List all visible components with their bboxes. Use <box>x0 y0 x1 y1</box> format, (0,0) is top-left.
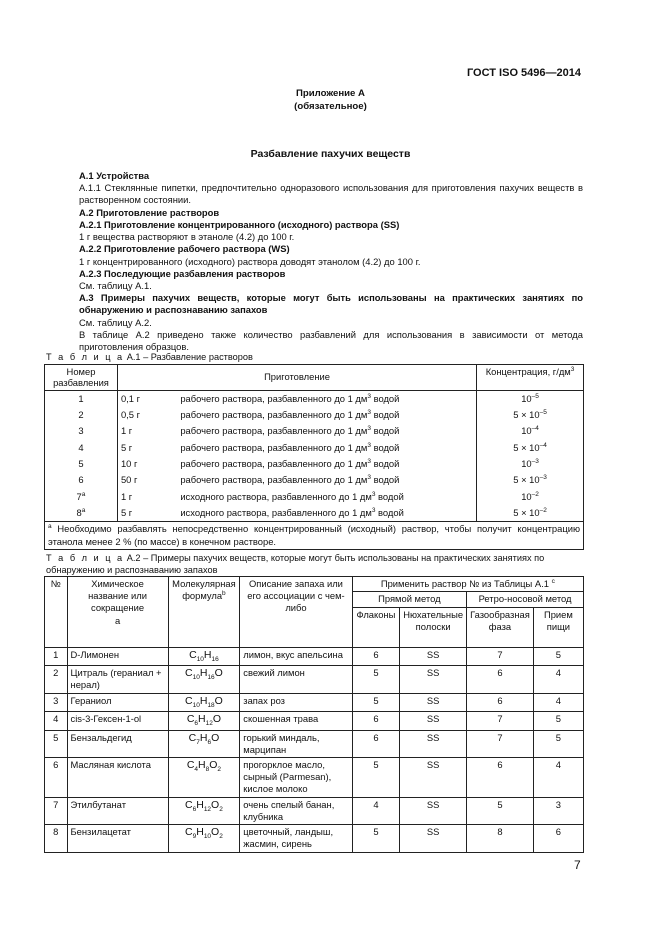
table2-caption <box>46 553 584 576</box>
t2-cell-flacons: 5 <box>352 825 400 852</box>
t2-header-direct: Прямой метод <box>352 592 466 607</box>
t2-cell-desc: свежий лимон <box>240 666 352 693</box>
t1-row <box>45 440 584 456</box>
t2-cell-num: 1 <box>45 647 68 666</box>
t2-header-name: Химическое название или сокращение а <box>67 577 168 648</box>
t1-footnote: $^a$ Необходимо разбавлять непосредственно концентрированный (исходный) раствор, чтобы получит концентрацию этанола менее 2 % (по массе) в конечном растворе. <box>45 522 584 550</box>
t1-cell-desc: рабочего раствора, разбавленного до 1 $дм^3$ водой <box>177 423 476 439</box>
t1-cell-amount: 1 г <box>117 489 177 505</box>
t1-cell-desc: рабочего раствора, разбавленного до 1 $дм^3$ водой <box>177 390 476 407</box>
t2-cell-gas: 7 <box>467 730 534 757</box>
t2-cell-num: 3 <box>45 693 68 712</box>
t2-header-strips: Нюхательные полоски <box>400 607 467 647</box>
t2-cell-desc: лимон, вкус апельсина <box>240 647 352 666</box>
t2-cell-desc: прогорклое масло, сырный (Parmesan), кислое молоко <box>240 758 352 798</box>
table-a1 <box>44 364 584 550</box>
t1-cell-number: 4 <box>45 440 118 456</box>
t2-cell-strips: SS <box>400 730 467 757</box>
t2-cell-flacons: 6 <box>352 712 400 731</box>
t2-cell-name: Гераниол <box>67 693 168 712</box>
t2-cell-flacons: 5 <box>352 666 400 693</box>
t2-cell-desc: горький миндаль, марципан <box>240 730 352 757</box>
t2-row <box>45 712 584 731</box>
t2-cell-desc: скошенная трава <box>240 712 352 731</box>
section-a3-text2: В таблице А.2 приведено также количество разбавлений для использования в зависимости от метода приготовления образцов. <box>79 328 583 353</box>
section-a2-3-text: См. таблицу А.1. <box>79 279 152 291</box>
t2-cell-flacons: 5 <box>352 758 400 798</box>
t2-cell-name: Бензилацетат <box>67 825 168 852</box>
t2-cell-name: D-Лимонен <box>67 647 168 666</box>
t2-row <box>45 730 584 757</box>
t1-cell-conc: $5 \times 10^{-5}$ <box>477 407 584 423</box>
t2-cell-formula: $C_{10}H_{16}$ <box>168 647 240 666</box>
t2-cell-formula: $C_9H_{10}O_2$ <box>168 825 240 852</box>
standard-code: ГОСТ ISO 5496—2014 <box>466 67 581 79</box>
section-a1-title: А.1 Устройства <box>79 170 150 181</box>
t1-cell-number: 8$^a$ <box>45 505 118 522</box>
t1-cell-number: 2 <box>45 407 118 423</box>
t2-cell-name: Бензальдегид <box>67 730 168 757</box>
t2-cell-formula: $C_4H_8O_2$ <box>168 758 240 798</box>
t1-cell-conc: $5 \times 10^{-2}$ <box>477 505 584 522</box>
t1-cell-conc: $10^{-2}$ <box>477 489 584 505</box>
t2-cell-num: 5 <box>45 730 68 757</box>
t2-cell-num: 8 <box>45 825 68 852</box>
t2-header-formula: Молекулярная формула$^b$ <box>168 577 240 648</box>
t2-cell-gas: 6 <box>467 758 534 798</box>
t1-row <box>45 489 584 505</box>
t2-cell-name: Масляная кислота <box>67 758 168 798</box>
t2-header-gas: Газообразная фаза <box>467 607 534 647</box>
t1-cell-desc: рабочего раствора, разбавленного до 1 $дм^3$ водой <box>177 456 476 472</box>
t2-cell-strips: SS <box>400 666 467 693</box>
t1-cell-amount: 5 г <box>117 505 177 522</box>
t2-cell-formula: $C_7H_6O$ <box>168 730 240 757</box>
section-a2-title: А.2 Приготовление растворов <box>79 206 220 218</box>
t1-cell-amount: 10 г <box>117 456 177 472</box>
t2-cell-formula: $C_{10}H_{18}O$ <box>168 693 240 712</box>
t2-cell-strips: SS <box>400 797 467 824</box>
t2-cell-num: 2 <box>45 666 68 693</box>
t2-row <box>45 693 584 712</box>
t2-header-food: Прием пищи <box>533 607 583 647</box>
table2-caption-rest: А.2 – Примеры пахучих веществ, которые могут быть использованы на практических занятиях по обнаружению и распознаванию запахов <box>46 553 545 575</box>
table1-caption-rest: А.1 – Разбавление растворов <box>126 352 253 362</box>
section-a3-title: А.3 Примеры пахучих веществ, которые могут быть использованы на практических занятиях по обнаружению и распознаванию запахов <box>79 292 583 316</box>
t2-cell-formula: $C_6H_{12}O$ <box>168 712 240 731</box>
t1-cell-amount: 0,1 г <box>117 390 177 407</box>
t1-cell-conc: $10^{-4}$ <box>477 423 584 439</box>
t1-header-prep: Приготовление <box>117 365 476 391</box>
t1-cell-amount: 50 г <box>117 472 177 488</box>
t2-cell-gas: 8 <box>467 825 534 852</box>
t1-cell-number: 1 <box>45 390 118 407</box>
t2-cell-num: 4 <box>45 712 68 731</box>
t2-cell-name: cis-3-Гексен-1-ol <box>67 712 168 731</box>
t1-row <box>45 423 584 439</box>
t2-cell-gas: 5 <box>467 797 534 824</box>
t1-row <box>45 390 584 407</box>
appendix-title: Приложение А <box>296 88 365 99</box>
t2-row <box>45 666 584 693</box>
t1-cell-number: 6 <box>45 472 118 488</box>
table1-caption-prefix: Т а б л и ц а <box>46 352 125 362</box>
t2-cell-food: 4 <box>533 693 583 712</box>
t2-cell-gas: 7 <box>467 712 534 731</box>
t2-cell-name: Цитраль (гераниал + нерал) <box>67 666 168 693</box>
section-a2-1-text: 1 г вещества растворяют в этаноле (4.2) до 100 г. <box>79 231 295 243</box>
t1-cell-amount: 1 г <box>117 423 177 439</box>
t2-cell-food: 4 <box>533 758 583 798</box>
main-title: Разбавление пахучих веществ <box>250 148 411 160</box>
t1-header-conc: Концентрация, $г/дм^3$ <box>477 365 584 391</box>
t2-cell-food: 3 <box>533 797 583 824</box>
t1-cell-desc: рабочего раствора, разбавленного до 1 $дм^3$ водой <box>177 440 476 456</box>
t2-cell-strips: SS <box>400 693 467 712</box>
t2-cell-flacons: 4 <box>352 797 400 824</box>
t1-cell-amount: 0,5 г <box>117 407 177 423</box>
table2-caption-prefix: Т а б л и ц а <box>46 553 125 563</box>
t2-cell-formula: $C_6H_{12}O_2$ <box>168 797 240 824</box>
t2-cell-flacons: 5 <box>352 693 400 712</box>
t1-cell-conc: $5 \times 10^{-4}$ <box>477 440 584 456</box>
t2-header-desc: Описание запаха или его ассоциации с чем-либо <box>240 577 352 648</box>
t1-cell-conc: $10^{-5}$ <box>477 390 584 407</box>
t2-cell-food: 5 <box>533 647 583 666</box>
t2-cell-desc: запах роз <box>240 693 352 712</box>
t2-header-num: № <box>45 577 68 648</box>
t1-row <box>45 407 584 423</box>
t2-cell-formula: $C_{10}H_{16}O$ <box>168 666 240 693</box>
t2-header-flacons: Флаконы <box>352 607 400 647</box>
section-a2-1-title: А.2.1 Приготовление концентрированного (исходного) раствора (SS) <box>79 218 400 230</box>
t1-cell-conc: $10^{-3}$ <box>477 456 584 472</box>
t2-cell-flacons: 6 <box>352 730 400 757</box>
t2-row <box>45 758 584 798</box>
t2-header-retro: Ретро-носовой метод <box>467 592 584 607</box>
t2-cell-strips: SS <box>400 758 467 798</box>
t1-cell-conc: $5 \times 10^{-3}$ <box>477 472 584 488</box>
t1-cell-number: 5 <box>45 456 118 472</box>
t2-cell-num: 7 <box>45 797 68 824</box>
t2-cell-food: 6 <box>533 825 583 852</box>
table1-caption <box>46 352 253 364</box>
t1-header-number: Номер разбавления <box>45 365 118 391</box>
t2-header-apply: Применить раствор № из Таблицы А.1 $^с$ <box>352 577 583 592</box>
t2-row <box>45 647 584 666</box>
t2-cell-strips: SS <box>400 647 467 666</box>
appendix-subtitle: (обязательное) <box>294 101 367 112</box>
t1-row <box>45 505 584 522</box>
t1-cell-number: 7$^a$ <box>45 489 118 505</box>
t2-cell-food: 4 <box>533 666 583 693</box>
body-text <box>79 168 583 353</box>
section-a2-2-text: 1 г концентрированного (исходного) раствора доводят этанолом (4.2) до 100 г. <box>79 255 421 267</box>
t2-row <box>45 825 584 852</box>
t1-cell-amount: 5 г <box>117 440 177 456</box>
t2-cell-gas: 6 <box>467 666 534 693</box>
t2-cell-strips: SS <box>400 712 467 731</box>
t2-cell-food: 5 <box>533 712 583 731</box>
t2-cell-strips: SS <box>400 825 467 852</box>
t1-cell-desc: рабочего раствора, разбавленного до 1 $дм^3$ водой <box>177 472 476 488</box>
t1-cell-number: 3 <box>45 423 118 439</box>
t2-cell-name: Этилбутанат <box>67 797 168 824</box>
t1-cell-desc: рабочего раствора, разбавленного до 1 $дм^3$ водой <box>177 407 476 423</box>
t1-row <box>45 456 584 472</box>
section-a2-3-title: А.2.3 Последующие разбавления растворов <box>79 267 286 279</box>
section-a2-2-title: А.2.2 Приготовление рабочего раствора (WS) <box>79 243 290 255</box>
t2-cell-gas: 6 <box>467 693 534 712</box>
t1-cell-desc: исходного раствора, разбавленного до 1 $дм^3$ водой <box>177 505 476 522</box>
t2-cell-desc: очень спелый банан, клубника <box>240 797 352 824</box>
section-a3-text1: См. таблицу А.2. <box>79 316 152 328</box>
t2-cell-food: 5 <box>533 730 583 757</box>
t2-cell-gas: 7 <box>467 647 534 666</box>
t1-row <box>45 472 584 488</box>
t2-cell-desc: цветочный, ландыш, жасмин, сирень <box>240 825 352 852</box>
table-a2 <box>44 576 584 853</box>
section-a1-1: А.1.1 Стеклянные пипетки, предпочтительно одноразового использования для приготовления пахучих веществ в растворенном состоянии. <box>79 182 583 206</box>
t2-row <box>45 797 584 824</box>
t1-cell-desc: исходного раствора, разбавленного до 1 $дм^3$ водой <box>177 489 476 505</box>
t2-cell-num: 6 <box>45 758 68 798</box>
page-number: 7 <box>574 858 581 872</box>
t2-cell-flacons: 6 <box>352 647 400 666</box>
